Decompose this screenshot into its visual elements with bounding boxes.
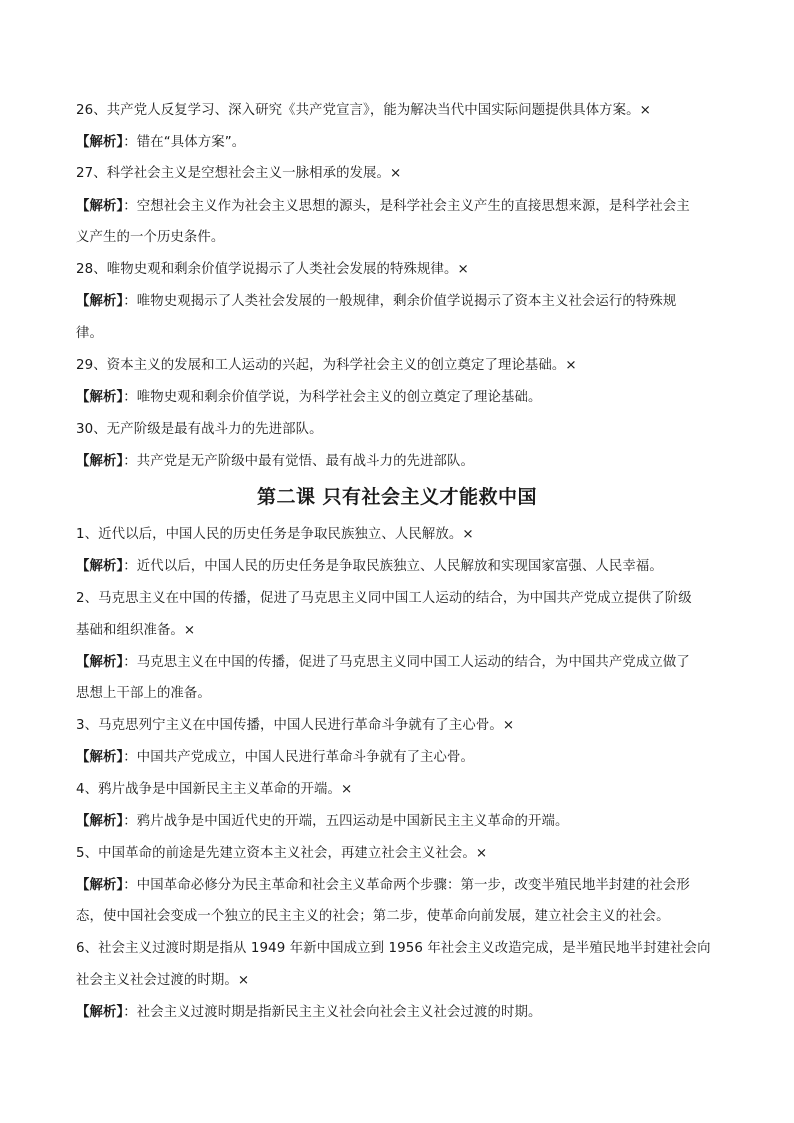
question-6: 6、社会主义过渡时期是指从 1949 年新中国成立到 1956 年社会主义改造完成，是半殖民地半封建社会向 [76,941,711,956]
answer-26 [76,133,726,153]
question-28: 28、唯物史观和剩余价值学说揭示了人类社会发展的特殊规律。× [76,262,469,277]
question-30: 30、无产阶级是最有战斗力的先进部队。 [76,422,323,437]
answer-1 [76,557,726,577]
analysis-label: 【解析】 [76,390,124,405]
analysis-text: ：唯物史观和剩余价值学说，为科学社会主义的创立奠定了理论基础。 [123,390,542,405]
analysis-text: ：近代以后，中国人民的历史任务是争取民族独立、人民解放和实现国家富强、人民幸福。 [123,559,663,574]
analysis-text: ：中国共产党成立，中国人民进行革命斗争就有了主心骨。 [123,750,475,765]
answer-29 [76,388,726,408]
answer-6 [76,1003,726,1023]
analysis-label: 【解析】 [76,454,124,469]
analysis-text: ：错在“具体方案”。 [123,135,246,150]
question-3: 3、马克思列宁主义在中国传播，中国人民进行革命斗争就有了主心骨。× [76,718,515,733]
analysis-label: 【解析】 [76,814,124,829]
answer-28 [76,292,726,312]
analysis-label: 【解析】 [76,878,124,893]
question-29: 29、资本主义的发展和工人运动的兴起，为科学社会主义的创立奠定了理论基础。× [76,358,577,373]
question-27: 27、科学社会主义是空想社会主义一脉相承的发展。× [76,166,402,181]
question-26: 26、共产党人反复学习、深入研究《共产党宣言》，能为解决当代中国实际问题提供具体方案。× [76,103,651,118]
question-4: 4、鸦片战争是中国新民主主义革命的开端。× [76,782,353,797]
analysis-label: 【解析】 [76,294,124,309]
analysis-label: 【解析】 [76,559,124,574]
answer-27 [76,197,726,217]
analysis-label: 【解析】 [76,750,124,765]
analysis-label: 【解析】 [76,655,124,670]
question-2-continued: 基础和组织准备。× [76,623,196,638]
analysis-label: 【解析】 [76,199,124,214]
analysis-label: 【解析】 [76,1005,124,1020]
answer-2-continued: 思想上干部上的准备。 [76,686,211,701]
analysis-label: 【解析】 [76,135,124,150]
question-2: 2、马克思主义在中国的传播，促进了马克思主义同中国工人运动的结合，为中国共产党成立提供了阶级 [76,591,692,606]
answer-27-continued: 义产生的一个历史条件。 [76,230,225,245]
analysis-text: ：唯物史观揭示了人类社会发展的一般规律，剩余价值学说揭示了资本主义社会运行的特殊规 [123,294,677,309]
answer-5-continued: 态，使中国社会变成一个独立的民主主义的社会；第二步，使革命向前发展，建立社会主义的社会。 [76,909,670,924]
analysis-text: ：社会主义过渡时期是指新民主主义社会向社会主义社会过渡的时期。 [123,1005,542,1020]
answer-30 [76,452,726,472]
question-5: 5、中国革命的前途是先建立资本主义社会，再建立社会主义社会。× [76,846,488,861]
analysis-text: ：鸦片战争是中国近代史的开端，五四运动是中国新民主主义革命的开端。 [123,814,569,829]
analysis-text: ：空想社会主义作为社会主义思想的源头，是科学社会主义产生的直接思想来源，是科学社会主 [123,199,690,214]
analysis-text: ：中国革命必修分为民主革命和社会主义革命两个步骤：第一步，改变半殖民地半封建的社会形 [123,878,690,893]
answer-4 [76,812,726,832]
analysis-text: ：马克思主义在中国的传播，促进了马克思主义同中国工人运动的结合，为中国共产党成立做了 [123,655,690,670]
question-6-continued: 社会主义社会过渡的时期。× [76,973,250,988]
lesson-heading: 第二课 只有社会主义才能救中国 [256,486,538,508]
answer-5 [76,876,726,896]
answer-3 [76,748,726,768]
question-1: 1、近代以后，中国人民的历史任务是争取民族独立、人民解放。× [76,527,474,542]
answer-2 [76,653,726,673]
analysis-text: ：共产党是无产阶级中最有觉悟、最有战斗力的先进部队。 [123,454,475,469]
answer-28-continued: 律。 [76,326,103,341]
